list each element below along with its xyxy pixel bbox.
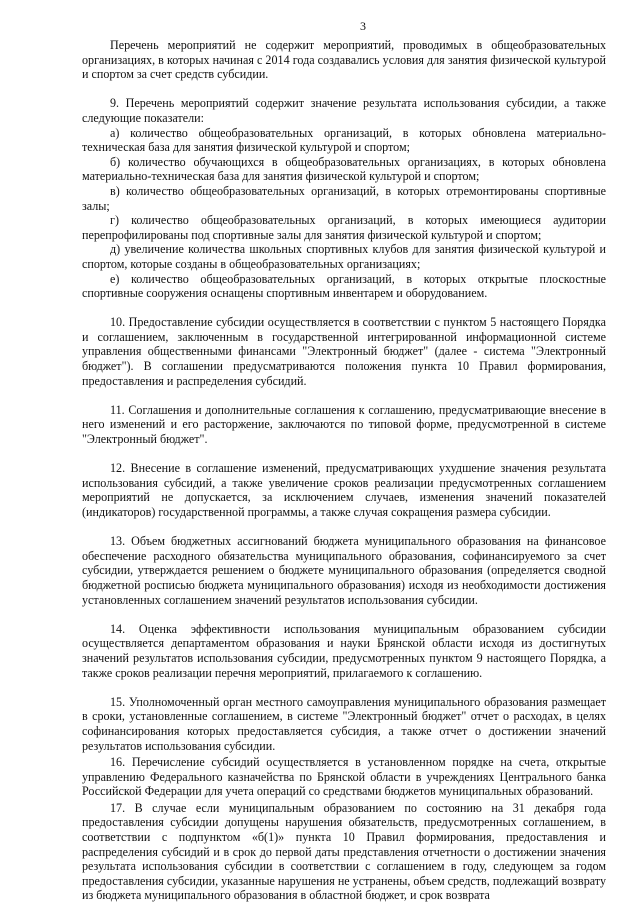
paragraph-10: 10. Предоставление субсидии осуществляется в соответствии с пунктом 5 настоящего Порядка и соглашением, заключенным в государственной интегрированной информационной системе управления общественными финансами "Электронный бюджет" (далее - система "Электронный бюджет"). В соглашении предусматриваются положения пункта 10 Правил формирования, предоставления и распределения субсидий. (82, 315, 606, 388)
paragraph-intro: Перечень мероприятий не содержит мероприятий, проводимых в общеобразовательных организациях, в которых начиная с 2014 года создавались условия для занятия физической культурой и спортом за счет средств субсидии. (82, 38, 606, 82)
paragraph-9: 9. Перечень мероприятий содержит значение результата использования субсидии, а также следующие показатели: (82, 96, 606, 125)
list-item-9d: д) увеличение количества школьных спортивных клубов для занятия физической культурой и спортом, которые созданы в общеобразовательных организациях; (82, 242, 606, 271)
paragraph-13: 13. Объем бюджетных ассигнований бюджета муниципального образования на финансовое обеспечение расходного обязательства муниципального образования, софинансируемого за счет субсидии, утверждается решением о бюджете муниципального образования (определяется сводной бюджетной росписью бюджета муниципального образования) исходя из необходимости достижения установленных соглашением значений результатов использования субсидии. (82, 534, 606, 607)
list-item-9b: б) количество обучающихся в общеобразовательных организациях, в которых обновлена материально-техническая база для занятия физической культурой и спортом; (82, 154, 606, 184)
paragraph-17: 17. В случае если муниципальным образованием по состоянию на 31 декабря года предоставления субсидии допущены нарушения обязательств, предусмотренных соглашением, в соответствии с подпунктом «б(1)» пункта 10 Правил формирования, предоставления и распределения субсидий и в срок до первой даты представления отчетности о достижении значения результата использования субсидии в соответствии с соглашением в году, следующем за годом предоставления субсидии, указанные нарушения не устранены, объем средств, подлежащий возврату из бюджета муниципального образования в областной бюджет, и срок возврата (82, 800, 606, 903)
paragraph-15: 15. Уполномоченный орган местного самоуправления муниципального образования размещает в сроки, установленные соглашением, в системе "Электронный бюджет" отчет о расходах, в целях софинансирования которых предоставляется субсидия, а также отчет о достижении значений результатов использования субсидии. (82, 694, 606, 753)
list-item-9g: г) количество общеобразовательных организаций, в которых имеющиеся аудитории перепрофилированы под спортивные залы для занятия физической культурой и спортом; (82, 213, 606, 242)
paragraph-11: 11. Соглашения и дополнительные соглашения к соглашению, предусматривающие внесение в него изменений и его расторжение, заключаются по типовой форме, предусмотренной в системе "Электронный бюджет". (82, 402, 606, 447)
paragraph-14: 14. Оценка эффективности использования муниципальным образованием субсидии осуществляется департаментом образования и науки Брянской области исходя из достигнутых значений результатов использования субсидии, предусмотренных пунктом 9 настоящего Порядка, а также сроков реализации перечня мероприятий, прилагаемого к соглашению. (82, 621, 606, 680)
paragraph-16: 16. Перечисление субсидий осуществляется в установленном порядке на счета, открытые управлению Федерального казначейства по Брянской области в учреждениях Центрального банка Российской Федерации для учета операций со средствами бюджетов муниципальных образований. (82, 755, 606, 799)
list-item-9v: в) количество общеобразовательных организаций, в которых отремонтированы спортивные залы; (82, 183, 606, 213)
paragraph-12: 12. Внесение в соглашение изменений, предусматривающих ухудшение значения результата использования субсидий, а также увеличение сроков реализации предусмотренных соглашением мероприятий не допускается, за исключением случаев, изменения значений показателей (индикаторов) государственной программы, а также случая сокращения размера субсидии. (82, 461, 606, 519)
list-item-9e: е) количество общеобразовательных организаций, в которых открытые плоскостные спортивные сооружения оснащены спортивным инвентарем и оборудованием. (82, 271, 606, 301)
list-item-9a: а) количество общеобразовательных организаций, в которых обновлена материально-техническая база для занятия физической культурой и спортом; (82, 125, 606, 155)
page-number: 3 (360, 19, 366, 33)
